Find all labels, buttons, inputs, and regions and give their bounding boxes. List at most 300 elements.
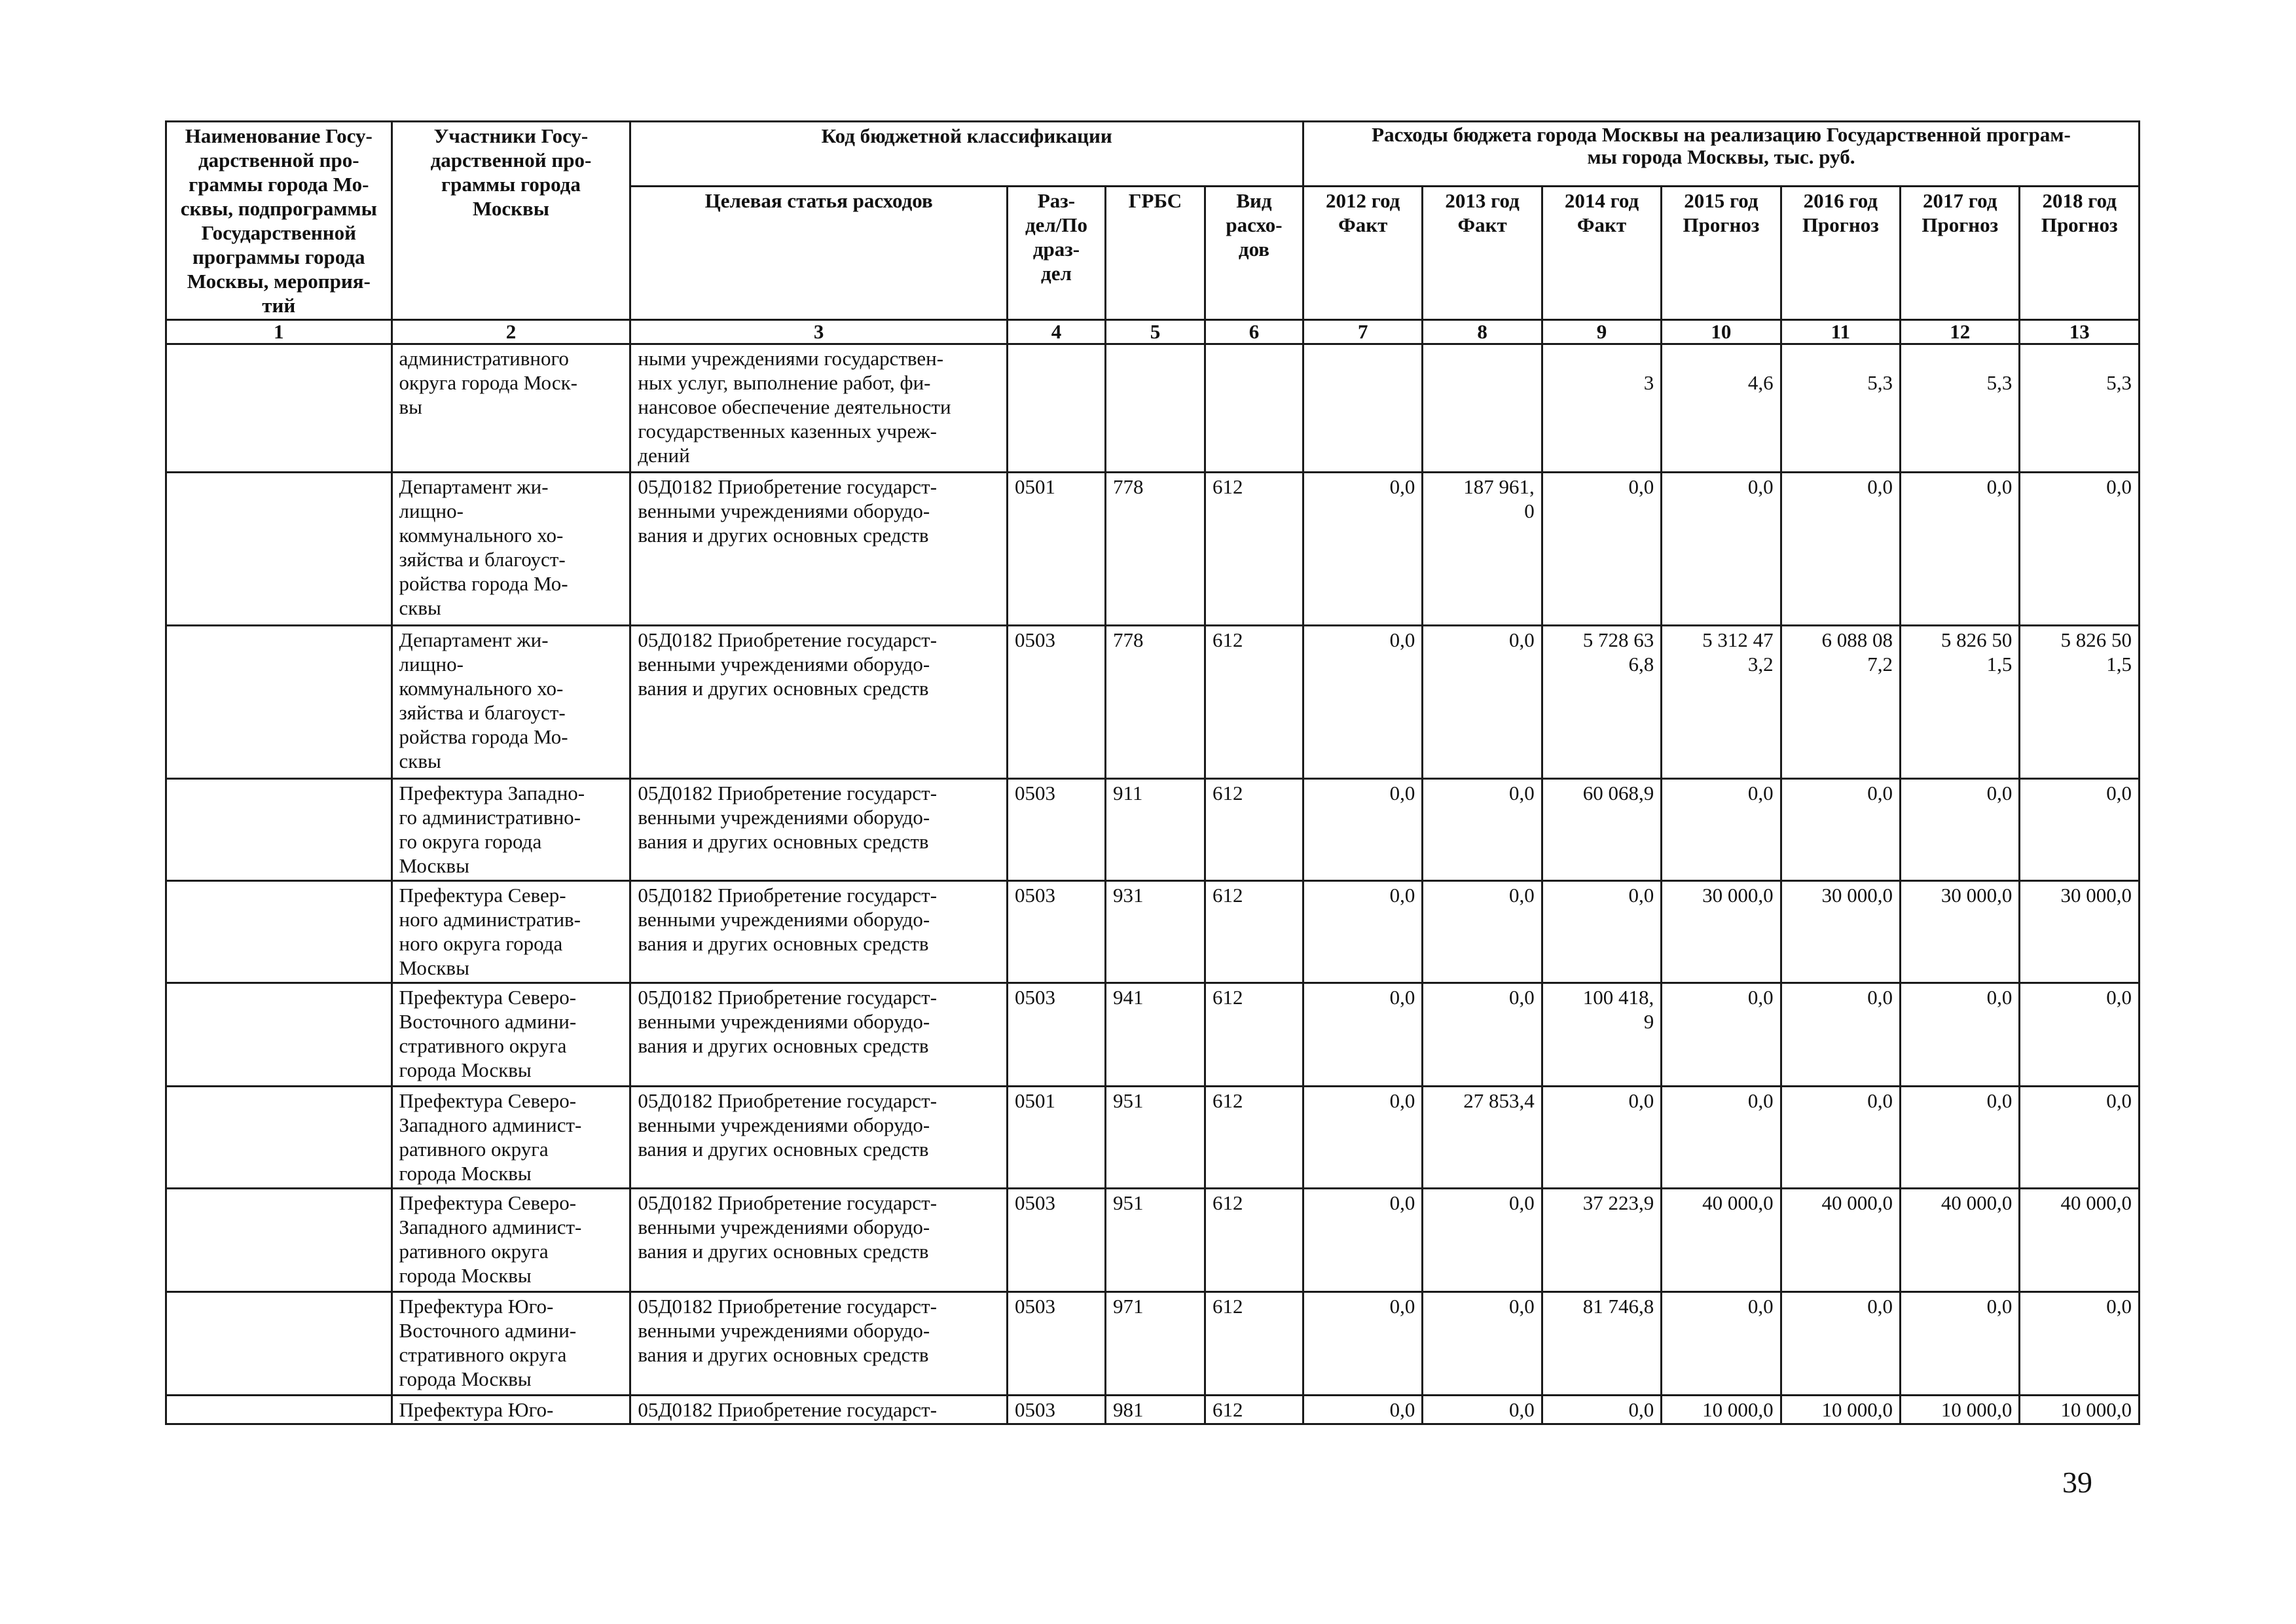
header-expenses-group [1303,122,2139,187]
participant-line: сквы [399,596,441,619]
amount-cell [1781,881,1900,983]
participant-cell [392,1189,630,1292]
amount-cell [1542,1396,1661,1424]
participant-cell [392,1292,630,1396]
amount-cell [1303,779,1422,881]
participant-line: Префектура Север- [399,884,566,907]
amount-line: 5 826 50 [2060,628,2132,651]
page-number: 39 [2062,1466,2092,1499]
header-year-line: Прогноз [1922,213,1999,236]
amount-cell [1423,983,1542,1087]
section-cell [1007,344,1105,473]
amount-cell [1303,344,1422,473]
amount-cell [1781,344,1900,473]
amount-line: 0,0 [1509,1295,1535,1318]
target-article-line: государственных казенных учреж- [638,420,938,442]
amount-line: 0,0 [2106,475,2132,498]
amount-cell [1901,1087,2020,1189]
amount-line: 0,0 [1867,475,1893,498]
participant-line: Западного админист- [399,1216,582,1238]
expense-type-cell: 612 [1205,779,1303,881]
header-target-article: Целевая статья расходов [630,186,1008,319]
participant-line: зяйства и благоуст- [399,548,566,571]
participant-line: административного [399,347,569,370]
amount-line: 0,0 [1747,782,1774,804]
participant-line: Префектура Северо- [399,1191,577,1214]
target-article-cell [630,983,1008,1087]
program-name-cell [166,626,392,779]
amount-cell [1781,1396,1900,1424]
participant-cell [392,473,630,626]
target-article-line: вания и других основных средств [638,677,929,700]
amount-line: 0,0 [2106,782,2132,804]
target-article-line: венными учреждениями оборудо- [638,1216,930,1238]
amount-cell [1423,344,1542,473]
amount-cell [2020,983,2140,1087]
program-name-cell [166,344,392,473]
column-number: 7 [1303,320,1422,344]
amount-line: 0,0 [1747,1089,1774,1112]
expense-type-cell: 612 [1205,881,1303,983]
target-article-line: вания и других основных средств [638,1034,929,1057]
header-year-line: Факт [1576,213,1627,236]
target-article-line: 05Д0182 Приобретение государст- [638,1398,938,1421]
grbs-cell: 911 [1105,779,1205,881]
amount-line: 0,0 [1747,475,1774,498]
grbs-cell: 778 [1105,626,1205,779]
amount-cell [1303,983,1422,1087]
amount-cell [1662,881,1781,983]
target-article-line: венными учреждениями оборудо- [638,1113,930,1136]
participant-line: округа города Моск- [399,371,577,394]
header-grbs: ГРБС [1105,186,1205,319]
amount-line: 0,0 [1986,1295,2013,1318]
table-body [166,344,2140,1424]
target-article-line: вания и других основных средств [638,932,929,955]
amount-cell [1662,344,1781,473]
amount-line: 0,0 [1509,1191,1535,1214]
participant-line: Восточного админи- [399,1010,577,1033]
header-expense-type [1205,186,1303,319]
amount-cell [2020,1292,2140,1396]
amount-line: 0,0 [1867,986,1893,1009]
amount-cell [1781,779,1900,881]
amount-line: 0,0 [1747,986,1774,1009]
table-row [166,1189,2140,1292]
amount-line: 0,0 [1628,475,1654,498]
participant-line: Префектура Северо- [399,986,577,1009]
amount-cell [1781,1087,1900,1189]
amount-line: 5,3 [1986,371,2013,394]
target-article-cell [630,1292,1008,1396]
amount-cell [1662,473,1781,626]
amount-cell [1423,1189,1542,1292]
amount-line: 0,0 [1389,1191,1415,1214]
amount-line: 0,0 [1628,1398,1654,1421]
amount-cell [2020,1189,2140,1292]
header-year [1901,186,2020,319]
header-budget-code-group: Код бюджетной классификации [630,122,1303,187]
header-year-line: 2015 год [1684,189,1758,212]
header-year [1542,186,1661,319]
amount-cell [1781,473,1900,626]
section-cell: 0503 [1007,626,1105,779]
participant-line: ративного округа [399,1240,549,1263]
header-year [1303,186,1422,319]
expense-type-cell: 612 [1205,626,1303,779]
column-number: 8 [1423,320,1542,344]
amount-cell [1303,626,1422,779]
amount-cell [2020,344,2140,473]
amount-line: 0,0 [2106,1089,2132,1112]
section-cell: 0501 [1007,473,1105,626]
amount-cell [1901,344,2020,473]
amount-cell [1901,1292,2020,1396]
header-year-line: Факт [1338,213,1388,236]
header-expense-type-line: Вид [1236,189,1272,212]
header-year-line: 2014 год [1564,189,1639,212]
header-year-line: Прогноз [2041,213,2118,236]
header-year-line: Прогноз [1802,213,1879,236]
program-name-cell [166,983,392,1087]
section-cell: 0503 [1007,1396,1105,1424]
target-article-line: вания и других основных средств [638,830,929,853]
column-number: 11 [1781,320,1900,344]
amount-cell [2020,1396,2140,1424]
participant-line: лищно- [399,499,464,522]
column-number: 1 [166,320,392,344]
amount-line: 40 000,0 [1821,1191,1893,1214]
expense-type-cell: 612 [1205,1087,1303,1189]
target-article-line: 05Д0182 Приобретение государст- [638,628,938,651]
header-year [1423,186,1542,319]
amount-cell [1303,473,1422,626]
amount-line: 0,0 [1867,1295,1893,1318]
target-article-line: 05Д0182 Приобретение государст- [638,1089,938,1112]
header-year-line: 2013 год [1445,189,1520,212]
participant-line: ного административ- [399,908,581,931]
amount-cell [1901,983,2020,1087]
amount-line: 40 000,0 [1702,1191,1774,1214]
amount-cell [1542,881,1661,983]
header-program-name-line: сквы, подпрограммы [180,197,377,220]
amount-line: 0,0 [1509,1398,1535,1421]
header-year-line: 2017 год [1923,189,1997,212]
column-number: 12 [1901,320,2020,344]
header-program-name-line: дарственной про- [198,149,359,171]
target-article-cell [630,344,1008,473]
participant-line: ройства города Мо- [399,725,568,748]
amount-line: 40 000,0 [2060,1191,2132,1214]
program-name-cell [166,779,392,881]
expense-type-cell: 612 [1205,983,1303,1087]
amount-cell [2020,881,2140,983]
header-program-name-line: тий [262,294,296,317]
amount-line: 5 826 50 [1941,628,2013,651]
amount-line: 3,2 [1747,653,1774,676]
amount-cell [2020,626,2140,779]
amount-cell [1901,626,2020,779]
amount-cell [1303,1292,1422,1396]
amount-cell [1781,1189,1900,1292]
amount-line: 10 000,0 [1702,1398,1774,1421]
expense-type-cell: 612 [1205,1292,1303,1396]
amount-cell [1662,1087,1781,1189]
amount-cell [1542,1292,1661,1396]
participant-line: Москвы [399,956,469,979]
amount-line: 81 746,8 [1582,1295,1654,1318]
participant-line: коммунального хо- [399,677,564,700]
amount-line: 0,0 [1628,884,1654,907]
participant-line: города Москвы [399,1264,532,1287]
amount-line: 4,6 [1747,371,1774,394]
header-program-name-line: программы города [192,245,365,268]
header-participants-line: граммы города [441,173,581,196]
column-number: 5 [1105,320,1205,344]
table-row [166,344,2140,473]
amount-line: 0,0 [1986,475,2013,498]
participant-line: Восточного админи- [399,1319,577,1342]
amount-cell [1781,983,1900,1087]
participant-line: стративного округа [399,1034,567,1057]
amount-line: 5,3 [2106,371,2132,394]
column-number: 4 [1007,320,1105,344]
amount-line: 30 000,0 [2060,884,2132,907]
grbs-cell: 951 [1105,1087,1205,1189]
amount-cell [1662,1189,1781,1292]
column-number: 2 [392,320,630,344]
section-cell: 0503 [1007,983,1105,1087]
grbs-cell: 981 [1105,1396,1205,1424]
header-section [1007,186,1105,319]
column-number: 9 [1542,320,1661,344]
table-row [166,473,2140,626]
amount-line: 0,0 [1628,1089,1654,1112]
budget-table [165,120,2140,1425]
amount-cell [1901,473,2020,626]
target-article-cell [630,1396,1008,1424]
target-article-line: 05Д0182 Приобретение государст- [638,1191,938,1214]
amount-cell [2020,1087,2140,1189]
amount-line: 0,0 [1389,986,1415,1009]
participant-line: вы [399,395,423,418]
header-participants [392,122,630,320]
section-cell: 0503 [1007,881,1105,983]
amount-line: 0,0 [1389,1089,1415,1112]
amount-line: 0,0 [1509,986,1535,1009]
participant-line: Префектура Северо- [399,1089,577,1112]
participant-line: ного округа города [399,932,563,955]
table-row [166,1087,2140,1189]
column-number: 13 [2020,320,2140,344]
amount-cell [1423,626,1542,779]
amount-cell [1542,473,1661,626]
amount-line: 60 068,9 [1582,782,1654,804]
participant-line: лищно- [399,653,464,676]
amount-line: 0,0 [1389,1398,1415,1421]
grbs-cell: 941 [1105,983,1205,1087]
grbs-cell: 931 [1105,881,1205,983]
amount-cell [1542,983,1661,1087]
section-cell: 0501 [1007,1087,1105,1189]
target-article-line: вания и других основных средств [638,1240,929,1263]
target-article-line: дений [638,444,690,467]
amount-cell [1662,626,1781,779]
amount-line: 0,0 [1509,628,1535,651]
participant-line: Префектура Юго- [399,1398,554,1421]
target-article-line: венными учреждениями оборудо- [638,653,930,676]
target-article-line: венными учреждениями оборудо- [638,499,930,522]
amount-line: 1,5 [1986,653,2013,676]
target-article-line: венными учреждениями оборудо- [638,908,930,931]
amount-cell [1781,1292,1900,1396]
header-section-line: Раз- [1037,189,1076,212]
participant-cell [392,779,630,881]
amount-line: 10 000,0 [1821,1398,1893,1421]
participant-line: города Москвы [399,1058,532,1081]
section-cell: 0503 [1007,1292,1105,1396]
header-program-name-line: Москвы, мероприя- [187,270,371,293]
participant-cell [392,344,630,473]
column-number: 10 [1662,320,1781,344]
participant-cell [392,1396,630,1424]
table-row [166,626,2140,779]
participant-line: стративного округа [399,1343,567,1366]
amount-line: 30 000,0 [1941,884,2013,907]
amount-cell [2020,779,2140,881]
amount-line: 0,0 [1867,782,1893,804]
header-year [1662,186,1781,319]
header-section-line: дел [1041,261,1072,285]
amount-cell [1423,1292,1542,1396]
target-article-line: венными учреждениями оборудо- [638,1319,930,1342]
header-year-line: 2012 год [1326,189,1400,212]
participant-cell [392,1087,630,1189]
target-article-cell [630,881,1008,983]
header-program-name-line: Государственной [201,221,356,244]
header-year-line: Прогноз [1683,213,1760,236]
header-year-line: 2016 год [1803,189,1878,212]
table-row [166,881,2140,983]
amount-cell [1423,473,1542,626]
participant-line: города Москвы [399,1367,532,1390]
amount-line: 187 961, [1463,475,1535,498]
amount-cell [1303,881,1422,983]
target-article-line: 05Д0182 Приобретение государст- [638,986,938,1009]
amount-line: 9 [1643,1010,1654,1033]
amount-cell [1901,1396,2020,1424]
amount-cell [1542,779,1661,881]
table-row [166,983,2140,1087]
amount-line: 27 853,4 [1463,1089,1535,1112]
amount-cell [1423,1087,1542,1189]
amount-cell [1303,1396,1422,1424]
program-name-cell [166,473,392,626]
amount-cell [1662,1396,1781,1424]
header-expenses-group-line: Расходы бюджета города Москвы на реализацию Государственной програм- [1372,123,2071,146]
amount-line: 0,0 [1747,1295,1774,1318]
amount-line: 6 088 08 [1821,628,1893,651]
participant-line: города Москвы [399,1162,532,1185]
header-expenses-group-line: мы города Москвы, тыс. руб. [1587,145,1855,168]
target-article-cell [630,1189,1008,1292]
amount-cell [1423,1396,1542,1424]
target-article-cell [630,1087,1008,1189]
amount-line: 0,0 [2106,1295,2132,1318]
header-year [2020,186,2140,319]
amount-cell [1542,1189,1661,1292]
table-header [166,122,2140,344]
target-article-line: 05Д0182 Приобретение государст- [638,475,938,498]
amount-cell [1901,1189,2020,1292]
participant-line: Префектура Западно- [399,782,585,804]
amount-line: 10 000,0 [2060,1398,2132,1421]
column-number: 6 [1205,320,1303,344]
amount-line: 5 728 63 [1582,628,1654,651]
header-expense-type-line: расхо- [1226,213,1283,236]
participant-line: го административно- [399,806,581,829]
participant-line: Западного админист- [399,1113,582,1136]
target-article-line: вания и других основных средств [638,524,929,547]
expense-type-cell: 612 [1205,1396,1303,1424]
amount-line: 40 000,0 [1941,1191,2013,1214]
amount-line: 0,0 [2106,986,2132,1009]
program-name-cell [166,1396,392,1424]
table-row [166,1396,2140,1424]
participant-line: Департамент жи- [399,475,549,498]
target-article-line: нансовое обеспечение деятельности [638,395,951,418]
amount-line: 5 312 47 [1702,628,1774,651]
target-article-cell [630,779,1008,881]
amount-line: 3 [1643,371,1654,394]
expense-type-cell: 612 [1205,473,1303,626]
participant-line: Департамент жи- [399,628,549,651]
header-section-line: драз- [1032,237,1080,261]
target-article-line: венными учреждениями оборудо- [638,806,930,829]
participant-line: сквы [399,749,441,772]
program-name-cell [166,1292,392,1396]
participant-line: го округа города [399,830,542,853]
expense-type-cell: 612 [1205,1189,1303,1292]
participant-line: Префектура Юго- [399,1295,554,1318]
program-name-cell [166,1087,392,1189]
amount-line: 6,8 [1628,653,1654,676]
amount-cell [1662,983,1781,1087]
grbs-cell [1105,344,1205,473]
amount-line: 0,0 [1867,1089,1893,1112]
target-article-line: вания и других основных средств [638,1343,929,1366]
grbs-cell: 778 [1105,473,1205,626]
amount-line: 0,0 [1389,628,1415,651]
header-year-line: 2018 год [2042,189,2117,212]
header-expense-type-line: дов [1238,237,1270,261]
program-name-cell [166,881,392,983]
amount-line: 1,5 [2106,653,2132,676]
amount-line: 5,3 [1867,371,1893,394]
section-cell: 0503 [1007,1189,1105,1292]
amount-line: 0,0 [1986,1089,2013,1112]
target-article-line: ными учреждениями государствен- [638,347,944,370]
amount-cell [1781,626,1900,779]
amount-line: 7,2 [1867,653,1893,676]
column-number-row [166,320,2140,344]
header-participants-line: Участники Госу- [433,124,589,147]
amount-cell [1542,1087,1661,1189]
participant-line: ративного округа [399,1138,549,1161]
target-article-cell [630,626,1008,779]
amount-line: 30 000,0 [1702,884,1774,907]
amount-cell [1901,779,2020,881]
